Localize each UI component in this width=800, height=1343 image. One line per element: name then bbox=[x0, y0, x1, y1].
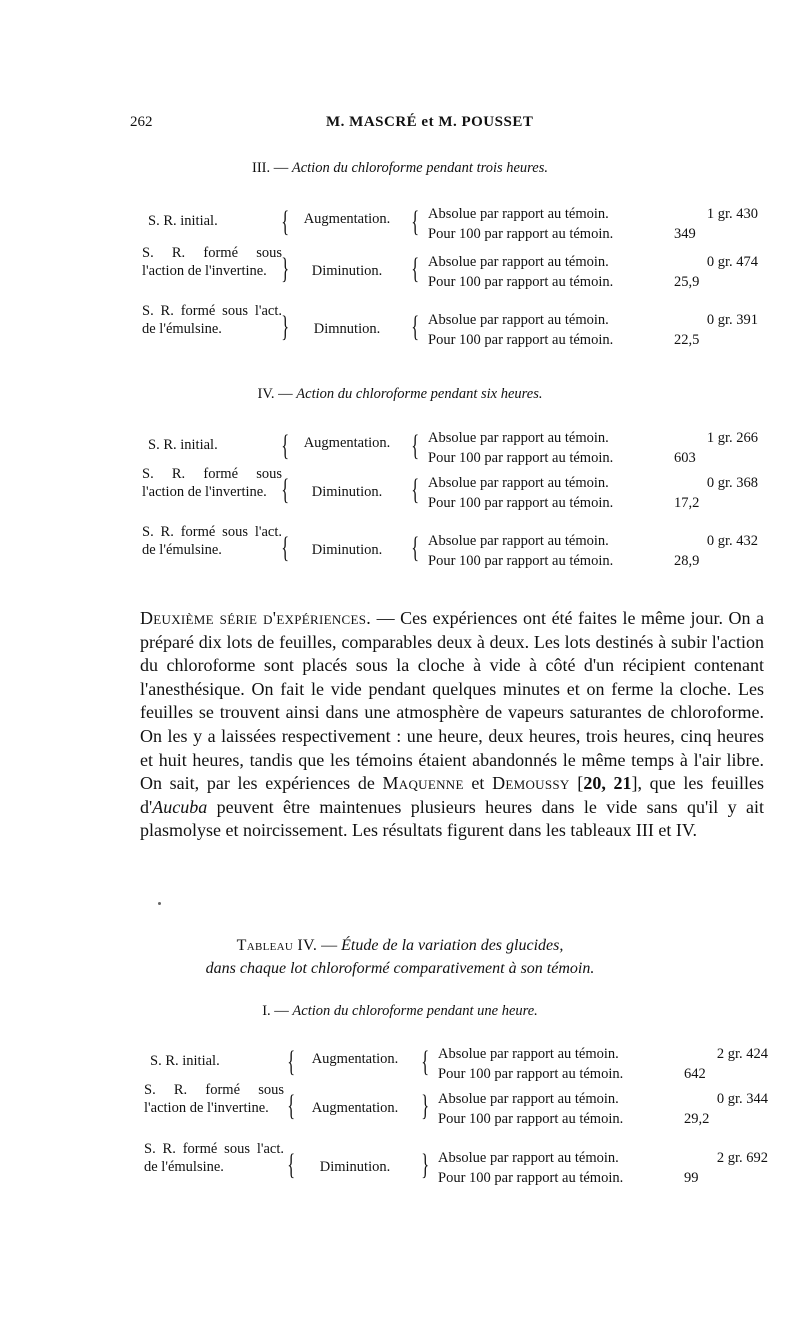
brace-icon: { bbox=[287, 1045, 296, 1078]
table-title-line2: dans chaque lot chloroformé comparativement à son témoin. bbox=[205, 960, 595, 977]
author-name: Demoussy bbox=[492, 773, 570, 794]
brace-icon: { bbox=[281, 473, 290, 506]
change-label: Augmentation. bbox=[311, 1100, 399, 1116]
change-label: Augmentation. bbox=[311, 1051, 399, 1067]
absolute-label: Absolue par rapport au témoin. bbox=[428, 312, 609, 328]
author-name: Maquenne bbox=[382, 773, 464, 794]
absolute-value: 0 gr. 368 bbox=[706, 475, 758, 491]
brace-icon: } bbox=[421, 1089, 430, 1122]
brace-icon: { bbox=[281, 429, 290, 462]
measures bbox=[428, 204, 788, 244]
paragraph-text: peuvent être maintenues plusieurs heures dans le vide sans qu'il y ait plasmolyse et noircissement. Les résultats figurent dans les tableaux III et IV. bbox=[140, 796, 764, 841]
section-title: Action du chloroforme pendant une heure. bbox=[292, 1003, 538, 1019]
sample-label: S. R. formé sous l'action de l'invertine. bbox=[142, 466, 282, 500]
body-paragraph bbox=[140, 607, 764, 843]
brace-icon: { bbox=[287, 1089, 296, 1122]
measures bbox=[428, 473, 788, 513]
brace-icon: { bbox=[411, 429, 420, 462]
percent-label: Pour 100 par rapport au témoin. bbox=[428, 495, 614, 511]
brace-icon: } bbox=[421, 1148, 430, 1181]
absolute-value: 1 gr. 430 bbox=[706, 206, 758, 222]
absolute-value: 0 gr. 474 bbox=[706, 254, 758, 270]
absolute-value: 2 gr. 692 bbox=[716, 1150, 768, 1166]
section-caption-iii: III. — Action du chloroforme pendant trois heures. bbox=[251, 160, 548, 176]
change-label: Augmentation. bbox=[303, 211, 391, 227]
absolute-label: Absolue par rapport au témoin. bbox=[438, 1046, 619, 1062]
change-label: Diminution. bbox=[311, 484, 383, 500]
brace-icon: { bbox=[411, 473, 420, 506]
brace-icon: } bbox=[281, 252, 290, 285]
sample-label: S. R. formé sous l'act. de l'émulsine. bbox=[144, 1141, 284, 1175]
measures bbox=[428, 531, 788, 571]
percent-label: Pour 100 par rapport au témoin. bbox=[428, 274, 614, 290]
measures bbox=[438, 1148, 798, 1188]
sample-label: S. R. initial. bbox=[150, 1053, 220, 1069]
paragraph-text: et bbox=[463, 773, 493, 794]
page-header bbox=[0, 114, 800, 136]
percent-value: 349 bbox=[674, 226, 696, 242]
percent-value: 28,9 bbox=[674, 553, 700, 569]
brace-icon: } bbox=[281, 310, 290, 343]
speck bbox=[158, 902, 161, 905]
percent-value: 642 bbox=[684, 1066, 706, 1082]
percent-value: 22,5 bbox=[674, 332, 700, 348]
section-caption-iv: IV. — Action du chloroforme pendant six heures. bbox=[257, 386, 543, 402]
section-title: Action du chloroforme pendant trois heures. bbox=[291, 160, 548, 176]
percent-label: Pour 100 par rapport au témoin. bbox=[428, 553, 614, 569]
change-label: Augmentation. bbox=[303, 435, 391, 451]
table-caption bbox=[0, 934, 800, 980]
change-label: Diminution. bbox=[311, 263, 383, 279]
percent-value: 29,2 bbox=[684, 1111, 710, 1127]
measures bbox=[428, 310, 788, 350]
brace-icon: { bbox=[281, 205, 290, 238]
paragraph-text: — Ces expériences ont été faites le même jour. On a préparé dix lots de feuilles, comparables deux à deux. Les lots destinés à subir l'action du chloroforme sont placés sous la cloche à vide à côté d'un récipient contenant l'anesthésique. On fait le vide pendant quelques minutes et on ferme la cloche. Les feuilles se trouvent ainsi dans une atmosphère de vapeurs saturantes de chloroforme. On les y a laissées respectivement : une heure, deux heures, trois heures, cinq heures et huit heures, tandis que les témoins étaient abandonnés le même temps à l'air libre. On sait, par les expériences de bbox=[140, 608, 764, 794]
percent-value: 603 bbox=[674, 450, 696, 466]
absolute-value: 0 gr. 344 bbox=[716, 1091, 768, 1107]
measures bbox=[428, 252, 788, 292]
section-number: III. bbox=[251, 160, 271, 176]
sample-label: S. R. formé sous l'act. de l'émulsine. bbox=[142, 303, 282, 337]
page-number: 262 bbox=[130, 114, 153, 130]
table-label: Tableau IV. bbox=[236, 937, 318, 954]
brace-icon: { bbox=[411, 531, 420, 564]
change-label: Dimnution. bbox=[313, 321, 381, 337]
sample-label: S. R. formé sous l'action de l'invertine. bbox=[144, 1082, 284, 1116]
running-title: M. MASCRÉ et M. POUSSET bbox=[326, 114, 534, 130]
percent-label: Pour 100 par rapport au témoin. bbox=[438, 1066, 624, 1082]
paragraph-text: ], que les feuilles d' bbox=[140, 773, 764, 817]
absolute-label: Absolue par rapport au témoin. bbox=[428, 206, 609, 222]
percent-label: Pour 100 par rapport au témoin. bbox=[428, 226, 614, 242]
absolute-label: Absolue par rapport au témoin. bbox=[428, 254, 609, 270]
brace-icon: { bbox=[281, 531, 290, 564]
sample-label: S. R. initial. bbox=[148, 437, 218, 453]
percent-label: Pour 100 par rapport au témoin. bbox=[438, 1170, 624, 1186]
percent-value: 25,9 bbox=[674, 274, 700, 290]
section-caption-i: I. — Action du chloroforme pendant une heure. bbox=[262, 1003, 538, 1019]
brace-icon: { bbox=[421, 1045, 430, 1078]
percent-label: Pour 100 par rapport au témoin. bbox=[428, 450, 614, 466]
genus-name: Aucuba bbox=[152, 796, 208, 817]
reference-numbers: 20, 21 bbox=[583, 773, 632, 794]
brace-icon: { bbox=[411, 310, 420, 343]
absolute-label: Absolue par rapport au témoin. bbox=[428, 430, 609, 446]
percent-label: Pour 100 par rapport au témoin. bbox=[438, 1111, 624, 1127]
absolute-label: Absolue par rapport au témoin. bbox=[438, 1150, 619, 1166]
change-label: Diminution. bbox=[311, 542, 383, 558]
section-title: Action du chloroforme pendant six heures. bbox=[296, 386, 543, 402]
percent-value: 99 bbox=[684, 1170, 699, 1186]
section-number: IV. bbox=[257, 386, 275, 402]
paragraph-text: [ bbox=[569, 773, 584, 794]
change-label: Diminution. bbox=[319, 1159, 391, 1175]
sample-label: S. R. formé sous l'action de l'invertine. bbox=[142, 245, 282, 279]
absolute-value: 2 gr. 424 bbox=[716, 1046, 768, 1062]
measures bbox=[438, 1044, 798, 1084]
table-title-line1: Étude de la variation des glucides, bbox=[341, 937, 564, 954]
paragraph-lead: Deuxième série d'expériences. bbox=[140, 608, 372, 628]
absolute-label: Absolue par rapport au témoin. bbox=[428, 533, 609, 549]
section-number: I. bbox=[262, 1003, 271, 1019]
absolute-label: Absolue par rapport au témoin. bbox=[438, 1091, 619, 1107]
absolute-value: 0 gr. 432 bbox=[706, 533, 758, 549]
absolute-value: 1 gr. 266 bbox=[706, 430, 758, 446]
brace-icon: { bbox=[411, 252, 420, 285]
absolute-label: Absolue par rapport au témoin. bbox=[428, 475, 609, 491]
sample-label: S. R. formé sous l'act. de l'émulsine. bbox=[142, 524, 282, 558]
caption-dash: — bbox=[317, 937, 342, 954]
sample-label: S. R. initial. bbox=[148, 213, 218, 229]
percent-value: 17,2 bbox=[674, 495, 700, 511]
measures bbox=[438, 1089, 798, 1129]
measures bbox=[428, 428, 788, 468]
percent-label: Pour 100 par rapport au témoin. bbox=[428, 332, 614, 348]
brace-icon: { bbox=[287, 1148, 296, 1181]
brace-icon: { bbox=[411, 205, 420, 238]
absolute-value: 0 gr. 391 bbox=[706, 312, 758, 328]
